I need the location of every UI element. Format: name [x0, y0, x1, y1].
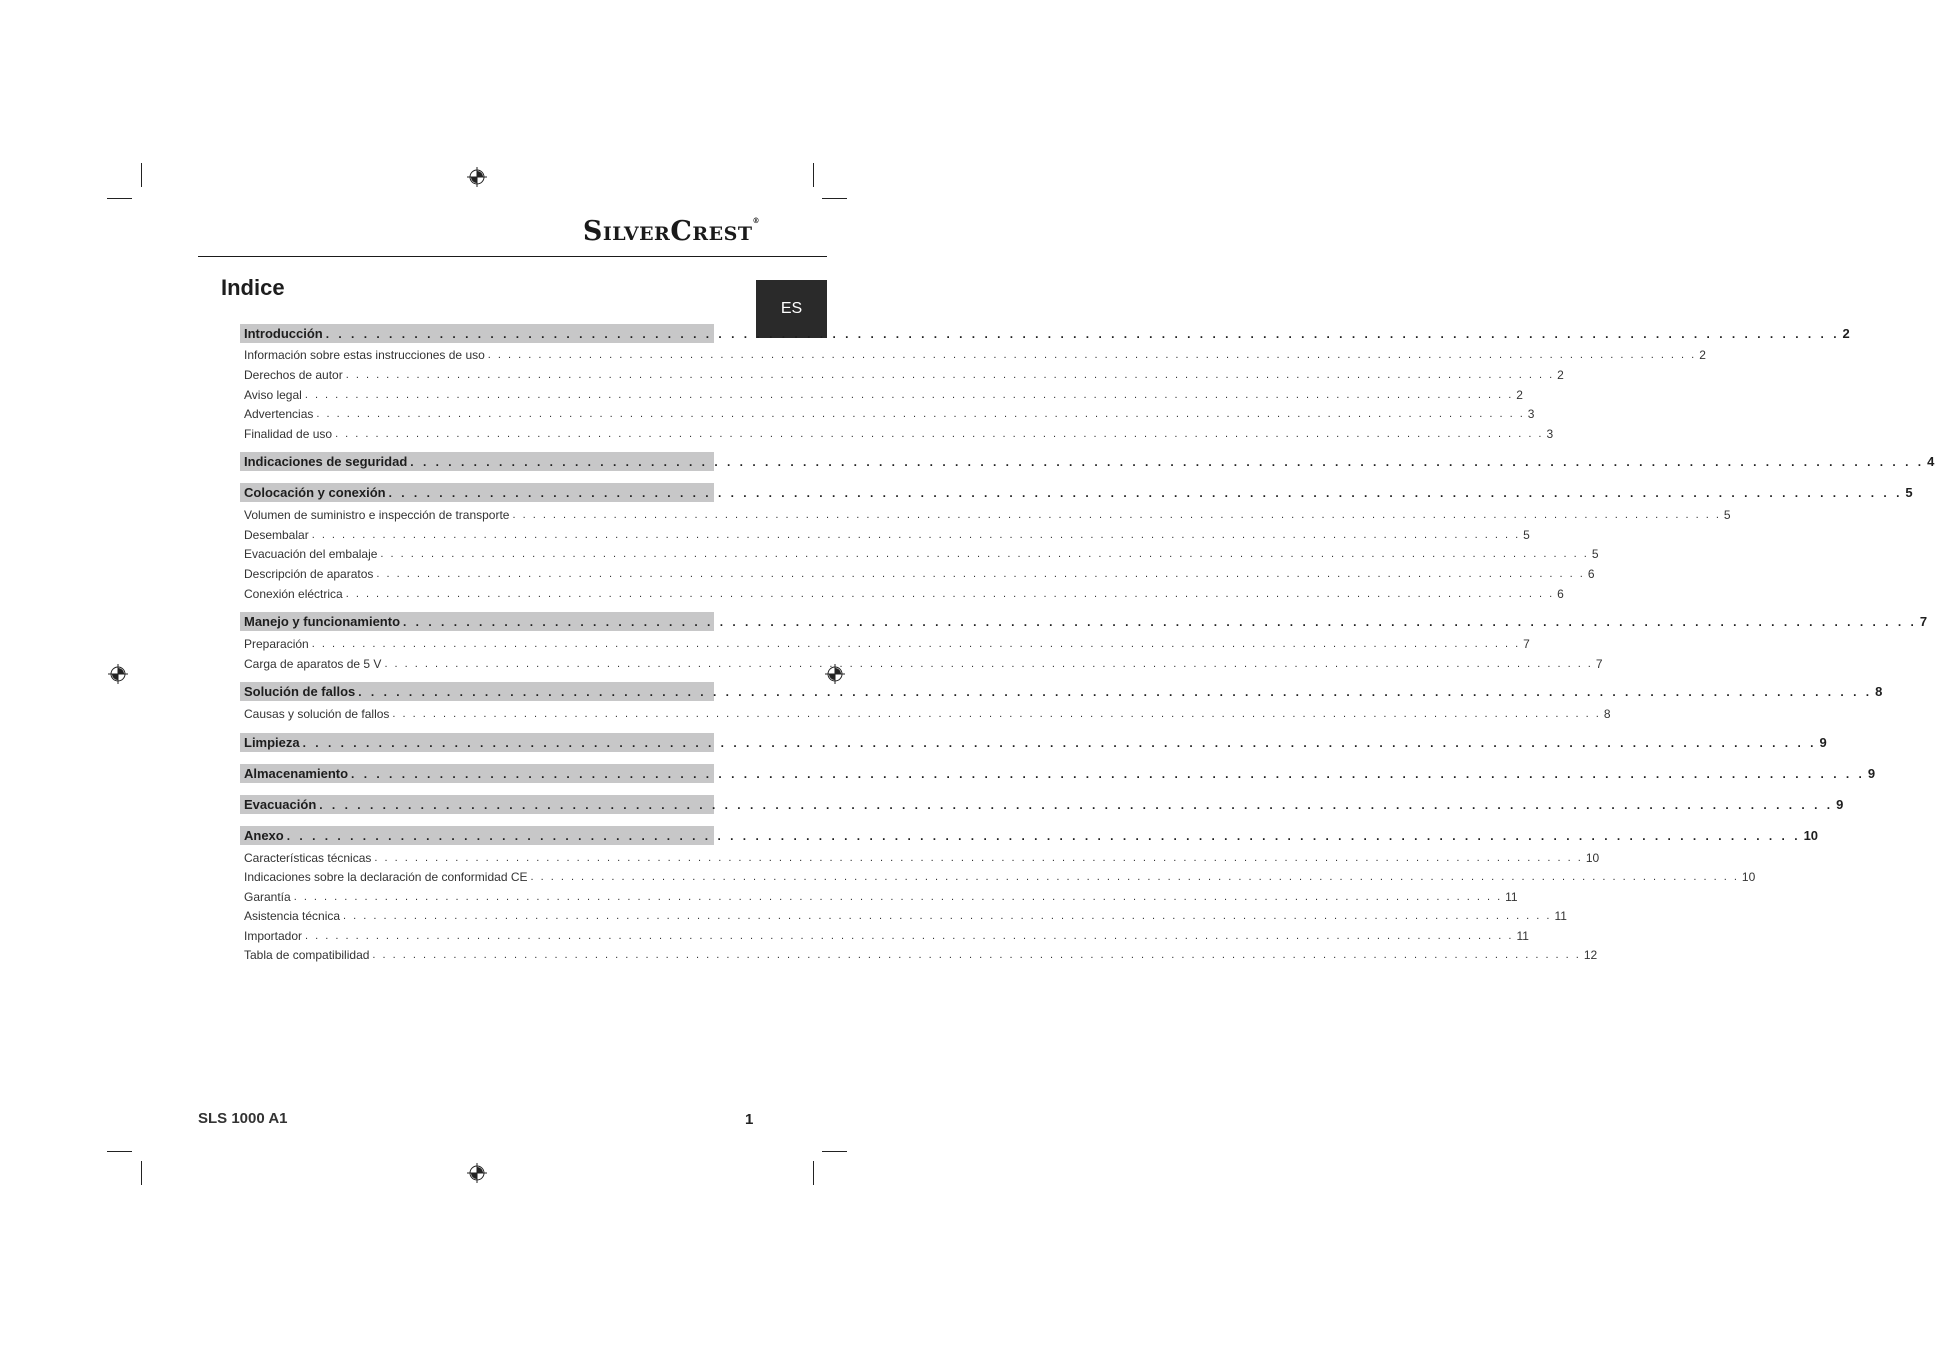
toc-leader-dots: . . . . . . . . . . . . . . . . . . . . . . . . . . . . . . . . . . . . . . . . . . . . . . . . . . . . . . . . . . . . . . . . . . . . . . . . . . . . . . . . . . . . . . . . . . . . . . . . . . . . . . . . . . . . . . . . . . . . . . . . [384, 657, 1593, 670]
toc-sub-entry [240, 848, 1600, 867]
registration-mark-icon [467, 167, 487, 187]
toc-sub-entry [240, 945, 1598, 964]
toc-sub-entry [240, 926, 1529, 945]
toc-entry-label: Características técnicas [244, 850, 372, 865]
toc-sub-entry [240, 365, 1564, 384]
toc-entry-label: Anexo [244, 828, 284, 843]
toc-leader-dots: . . . . . . . . . . . . . . . . . . . . . . . . . . . . . . . . . . . . . . . . . . . . . . . . . . . . . . . . . . . . . . . . . . . . . . . . . . . . . . . . . . . . . . . . . . . . . . . . . . . . . . . . . . . . . . . . . . . . . . . . [345, 587, 1555, 600]
toc-sub-entry [240, 584, 1564, 603]
toc-entry-page: 4 [1927, 454, 1935, 469]
toc-entry-label: Solución de fallos [244, 684, 356, 699]
toc-leader-dots: . . . . . . . . . . . . . . . . . . . . . . . . . . . . . . . . . . . . . . . . . . . . . . . . . . . . . . . . . . . . . . . . . . . . . . . . . . . . . . . . . . . . . . . . . . . . . . . . . . . . . . . . . . . . . . . . . . . . . . . . [293, 890, 1503, 903]
toc-entry-label: Tabla de compatibilidad [244, 947, 370, 962]
toc-leader-dots: . . . . . . . . . . . . . . . . . . . . . . . . . . . . . . . . . . . . . . . . . . . . . . . . . . . . . . . . . . . . . . . . . . . . . . . . . . . . . . . . . . . . . . . . . . . . . . . . . . . . . . . . . . . . . . . . . . . . . . . . [380, 547, 1589, 560]
header-rule [198, 256, 827, 257]
toc-entry-page: 7 [1523, 636, 1530, 651]
toc-leader-dots: . . . . . . . . . . . . . . . . . . . . . . . . . . . . . . . . . . . . . . . . . . . . . . . . . . . . . . . . . . . . . . . . . . . . . . . . . . . . . . . . . . . . . . . . . . . . . . . . . . . . . . . . . . . . . . . . . . . . . . . . [319, 797, 1834, 812]
toc-entry-page: 7 [1595, 656, 1603, 671]
toc-entry-page: 5 [1523, 527, 1530, 542]
toc-sub-entry [240, 906, 1567, 925]
toc-entry-label: Almacenamiento [244, 766, 349, 781]
toc-entry-page: 5 [1905, 485, 1913, 500]
toc-entry-label: Carga de aparatos de 5 V [244, 656, 382, 671]
toc-entry-page: 11 [1554, 908, 1567, 923]
toc-leader-dots: . . . . . . . . . . . . . . . . . . . . . . . . . . . . . . . . . . . . . . . . . . . . . . . . . . . . . . . . . . . . . . . . . . . . . . . . . . . . . . . . . . . . . . . . . . . . . . . . . . . . . . . . . . . . . . . . . . . . . . . . [304, 388, 1514, 401]
toc-section-entry [240, 452, 1935, 471]
footer-page-number: 1 [745, 1111, 754, 1128]
toc-entry-label: Colocación y conexión [244, 485, 386, 500]
toc-sub-entry [240, 525, 1530, 544]
toc-sub-entry [240, 385, 1523, 404]
toc-section-entry [240, 795, 1844, 814]
toc-entry-label: Asistencia técnica [244, 908, 341, 923]
toc-section-entry [240, 682, 1883, 701]
brand-logo: SILVERCREST® [582, 216, 760, 247]
toc-leader-dots: . . . . . . . . . . . . . . . . . . . . . . . . . . . . . . . . . . . . . . . . . . . . . . . . . . . . . . . . . . . . . . . . . . . . . . . . . . . . . . . . . . . . . . . . . . . . . . . . . . . . . . . . . . . . . . . . . . . . . . . . [286, 828, 1801, 843]
toc-leader-dots: . . . . . . . . . . . . . . . . . . . . . . . . . . . . . . . . . . . . . . . . . . . . . . . . . . . . . . . . . . . . . . . . . . . . . . . . . . . . . . . . . . . . . . . . . . . . . . . . . . . . . . . . . . . . . . . . . . . . . . . . [311, 637, 1521, 650]
toc-entry-page: 3 [1527, 406, 1535, 421]
crop-mark [813, 1161, 814, 1185]
toc-section-entry [240, 733, 1827, 752]
toc-entry-page: 7 [1919, 614, 1928, 629]
toc-leader-dots: . . . . . . . . . . . . . . . . . . . . . . . . . . . . . . . . . . . . . . . . . . . . . . . . . . . . . . . . . . . . . . . . . . . . . . . . . . . . . . . . . . . . . . . . . . . . . . . . . . . . . . . . . . . . . . . . . . . . . . . . [316, 407, 1525, 420]
crop-mark [107, 1151, 132, 1152]
toc-entry-label: Garantía [244, 889, 291, 904]
toc-entry-page: 2 [1516, 387, 1523, 402]
toc-entry-label: Manejo y funcionamiento [244, 614, 401, 629]
toc-sub-entry [240, 345, 1706, 364]
language-tab-label: ES [780, 300, 803, 317]
toc-leader-dots: . . . . . . . . . . . . . . . . . . . . . . . . . . . . . . . . . . . . . . . . . . . . . . . . . . . . . . . . . . . . . . . . . . . . . . . . . . . . . . . . . . . . . . . . . . . . . . . . . . . . . . . . . . . . . . . . . . . . . . . . [403, 614, 1917, 629]
toc-sub-entry [240, 564, 1595, 583]
toc-entry-label: Introducción [244, 326, 323, 341]
toc-entry-label: Evacuación [244, 797, 317, 812]
toc-leader-dots: . . . . . . . . . . . . . . . . . . . . . . . . . . . . . . . . . . . . . . . . . . . . . . . . . . . . . . . . . . . . . . . . . . . . . . . . . . . . . . . . . . . . . . . . . . . . . . . . . . . . . . . . . . . . . . . . . . . . . . . . [487, 348, 1697, 361]
toc-entry-label: Información sobre estas instrucciones de uso [244, 347, 485, 362]
toc-entry-label: Conexión eléctrica [244, 586, 343, 601]
toc-entry-page: 6 [1557, 586, 1564, 601]
toc-entry-page: 9 [1867, 766, 1876, 781]
toc-leader-dots: . . . . . . . . . . . . . . . . . . . . . . . . . . . . . . . . . . . . . . . . . . . . . . . . . . . . . . . . . . . . . . . . . . . . . . . . . . . . . . . . . . . . . . . . . . . . . . . . . . . . . . . . . . . . . . . . . . . . . . . . [358, 684, 1873, 699]
crop-mark [822, 1151, 847, 1152]
toc-sub-entry [240, 654, 1603, 673]
toc-entry-label: Indicaciones de seguridad [244, 454, 408, 469]
toc-entry-page: 8 [1875, 684, 1883, 699]
toc-entry-page: 10 [1803, 828, 1819, 843]
toc-leader-dots: . . . . . . . . . . . . . . . . . . . . . . . . . . . . . . . . . . . . . . . . . . . . . . . . . . . . . . . . . . . . . . . . . . . . . . . . . . . . . . . . . . . . . . . . . . . . . . . . . . . . . . . . . . . . . . . . . . . . . . . . [530, 870, 1739, 883]
toc-sub-entry [240, 634, 1530, 653]
toc-entry-label: Descripción de aparatos [244, 566, 374, 581]
toc-leader-dots: . . . . . . . . . . . . . . . . . . . . . . . . . . . . . . . . . . . . . . . . . . . . . . . . . . . . . . . . . . . . . . . . . . . . . . . . . . . . . . . . . . . . . . . . . . . . . . . . . . . . . . . . . . . . . . . . . . . . . . . . [512, 508, 1721, 521]
toc-section-entry [240, 324, 1850, 343]
toc-entry-label: Aviso legal [244, 387, 302, 402]
toc-entry-label: Advertencias [244, 406, 314, 421]
toc-entry-page: 11 [1516, 928, 1529, 943]
toc-leader-dots: . . . . . . . . . . . . . . . . . . . . . . . . . . . . . . . . . . . . . . . . . . . . . . . . . . . . . . . . . . . . . . . . . . . . . . . . . . . . . . . . . . . . . . . . . . . . . . . . . . . . . . . . . . . . . . . . . . . . . . . . [345, 368, 1555, 381]
toc-leader-dots: . . . . . . . . . . . . . . . . . . . . . . . . . . . . . . . . . . . . . . . . . . . . . . . . . . . . . . . . . . . . . . . . . . . . . . . . . . . . . . . . . . . . . . . . . . . . . . . . . . . . . . . . . . . . . . . . . . . . . . . . [325, 326, 1840, 341]
toc-leader-dots: . . . . . . . . . . . . . . . . . . . . . . . . . . . . . . . . . . . . . . . . . . . . . . . . . . . . . . . . . . . . . . . . . . . . . . . . . . . . . . . . . . . . . . . . . . . . . . . . . . . . . . . . . . . . . . . . . . . . . . . . [335, 427, 1544, 440]
toc-entry-page: 10 [1741, 869, 1756, 884]
toc-section-entry [240, 483, 1913, 502]
toc-entry-page: 5 [1591, 546, 1599, 561]
toc-sub-entry [240, 424, 1554, 443]
toc-leader-dots: . . . . . . . . . . . . . . . . . . . . . . . . . . . . . . . . . . . . . . . . . . . . . . . . . . . . . . . . . . . . . . . . . . . . . . . . . . . . . . . . . . . . . . . . . . . . . . . . . . . . . . . . . . . . . . . . . . . . . . . . [311, 528, 1521, 541]
page-title: Indice [221, 275, 285, 300]
toc-entry-label: Desembalar [244, 527, 309, 542]
toc-entry-page: 2 [1557, 367, 1564, 382]
toc-entry-label: Causas y solución de fallos [244, 706, 390, 721]
toc-leader-dots: . . . . . . . . . . . . . . . . . . . . . . . . . . . . . . . . . . . . . . . . . . . . . . . . . . . . . . . . . . . . . . . . . . . . . . . . . . . . . . . . . . . . . . . . . . . . . . . . . . . . . . . . . . . . . . . . . . . . . . . . [376, 567, 1585, 580]
toc-leader-dots: . . . . . . . . . . . . . . . . . . . . . . . . . . . . . . . . . . . . . . . . . . . . . . . . . . . . . . . . . . . . . . . . . . . . . . . . . . . . . . . . . . . . . . . . . . . . . . . . . . . . . . . . . . . . . . . . . . . . . . . . [351, 766, 1865, 781]
toc-entry-page: 6 [1587, 566, 1595, 581]
toc-sub-entry [240, 867, 1756, 886]
crop-mark [822, 198, 847, 199]
toc-section-entry [240, 612, 1928, 631]
toc-section-entry [240, 826, 1819, 845]
toc-leader-dots: . . . . . . . . . . . . . . . . . . . . . . . . . . . . . . . . . . . . . . . . . . . . . . . . . . . . . . . . . . . . . . . . . . . . . . . . . . . . . . . . . . . . . . . . . . . . . . . . . . . . . . . . . . . . . . . . . . . . . . . . [372, 948, 1581, 961]
toc-entry-page: 5 [1723, 507, 1731, 522]
crop-mark [813, 163, 814, 187]
toc-leader-dots: . . . . . . . . . . . . . . . . . . . . . . . . . . . . . . . . . . . . . . . . . . . . . . . . . . . . . . . . . . . . . . . . . . . . . . . . . . . . . . . . . . . . . . . . . . . . . . . . . . . . . . . . . . . . . . . . . . . . . . . . [374, 851, 1583, 864]
toc-entry-label: Limpieza [244, 735, 300, 750]
toc-entry-label: Volumen de suministro e inspección de transporte [244, 507, 510, 522]
toc-entry-page: 2 [1699, 347, 1706, 362]
toc-sub-entry [240, 887, 1518, 906]
toc-leader-dots: . . . . . . . . . . . . . . . . . . . . . . . . . . . . . . . . . . . . . . . . . . . . . . . . . . . . . . . . . . . . . . . . . . . . . . . . . . . . . . . . . . . . . . . . . . . . . . . . . . . . . . . . . . . . . . . . . . . . . . . . [392, 707, 1601, 720]
toc-leader-dots: . . . . . . . . . . . . . . . . . . . . . . . . . . . . . . . . . . . . . . . . . . . . . . . . . . . . . . . . . . . . . . . . . . . . . . . . . . . . . . . . . . . . . . . . . . . . . . . . . . . . . . . . . . . . . . . . . . . . . . . . [302, 735, 1817, 750]
toc-entry-label: Indicaciones sobre la declaración de conformidad CE [244, 869, 528, 884]
toc-entry-label: Finalidad de uso [244, 426, 333, 441]
toc-sub-entry [240, 404, 1535, 423]
toc-leader-dots: . . . . . . . . . . . . . . . . . . . . . . . . . . . . . . . . . . . . . . . . . . . . . . . . . . . . . . . . . . . . . . . . . . . . . . . . . . . . . . . . . . . . . . . . . . . . . . . . . . . . . . . . . . . . . . . . . . . . . . . . [388, 485, 1903, 500]
toc-leader-dots: . . . . . . . . . . . . . . . . . . . . . . . . . . . . . . . . . . . . . . . . . . . . . . . . . . . . . . . . . . . . . . . . . . . . . . . . . . . . . . . . . . . . . . . . . . . . . . . . . . . . . . . . . . . . . . . . . . . . . . . . [343, 909, 1552, 922]
registration-mark-icon [467, 1163, 487, 1183]
footer-model: SLS 1000 A1 [198, 1110, 288, 1127]
toc-entry-label: Preparación [244, 636, 309, 651]
crop-mark [107, 198, 132, 199]
toc-entry-page: 10 [1585, 850, 1600, 865]
toc-leader-dots: . . . . . . . . . . . . . . . . . . . . . . . . . . . . . . . . . . . . . . . . . . . . . . . . . . . . . . . . . . . . . . . . . . . . . . . . . . . . . . . . . . . . . . . . . . . . . . . . . . . . . . . . . . . . . . . . . . . . . . . . [305, 929, 1514, 942]
registration-mark-icon [108, 664, 128, 684]
toc-entry-label: Importador [244, 928, 303, 943]
toc-sub-entry [240, 544, 1599, 563]
toc-entry-page: 12 [1583, 947, 1598, 962]
crop-mark [141, 1161, 142, 1185]
toc-entry-page: 3 [1546, 426, 1554, 441]
toc-entry-page: 2 [1842, 326, 1850, 341]
toc-leader-dots: . . . . . . . . . . . . . . . . . . . . . . . . . . . . . . . . . . . . . . . . . . . . . . . . . . . . . . . . . . . . . . . . . . . . . . . . . . . . . . . . . . . . . . . . . . . . . . . . . . . . . . . . . . . . . . . . . . . . . . . . [410, 454, 1925, 469]
toc-entry-page: 9 [1819, 735, 1827, 750]
toc-sub-entry [240, 505, 1731, 524]
toc-entry-label: Evacuación del embalaje [244, 546, 378, 561]
toc-section-entry [240, 764, 1876, 783]
toc-entry-page: 11 [1505, 889, 1518, 904]
crop-mark [141, 163, 142, 187]
toc-sub-entry [240, 704, 1611, 723]
toc-entry-page: 8 [1603, 706, 1611, 721]
toc-entry-page: 9 [1836, 797, 1844, 812]
toc-entry-label: Derechos de autor [244, 367, 343, 382]
